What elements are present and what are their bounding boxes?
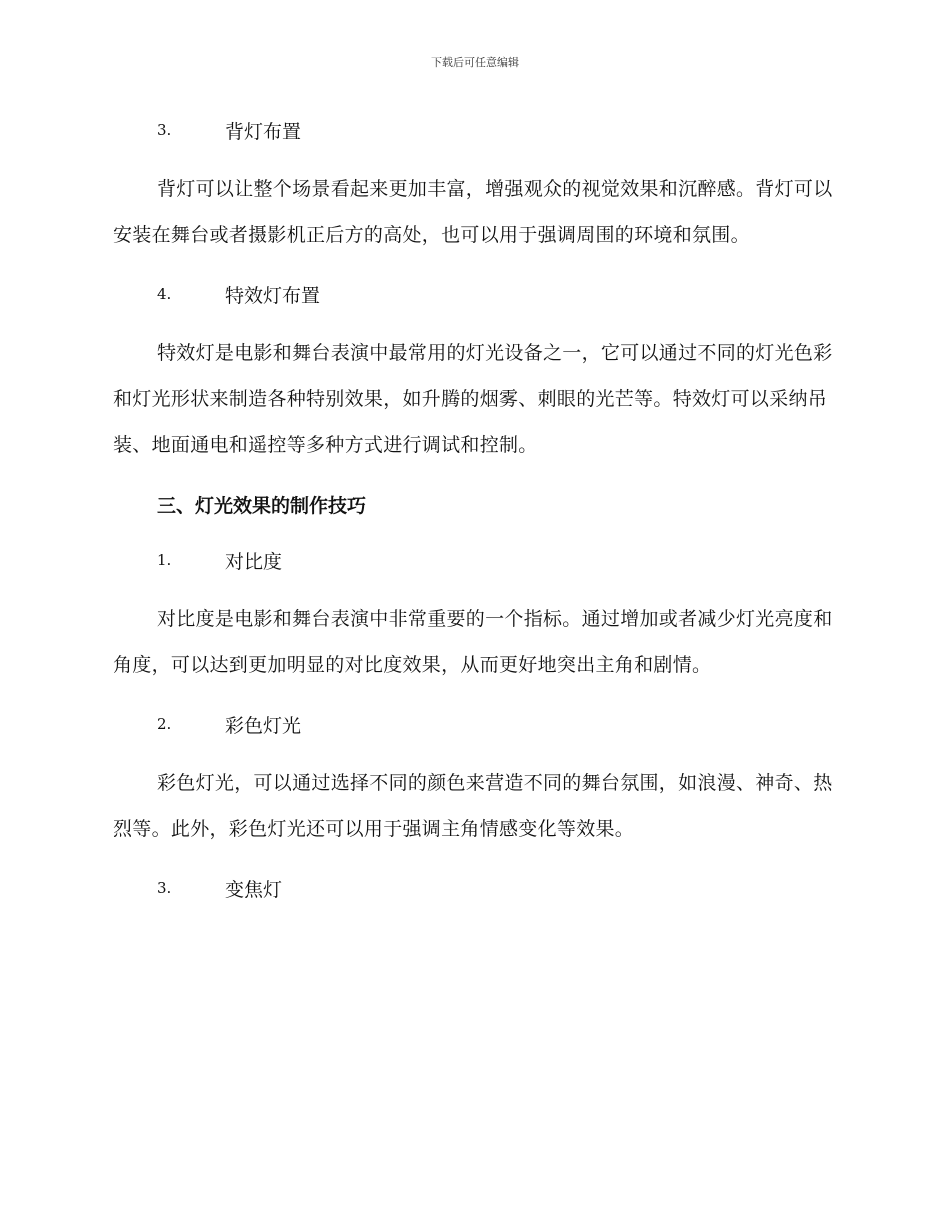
subheading-color-light xyxy=(113,704,833,744)
paragraph-color-light: 彩色灯光，可以通过选择不同的颜色来营造不同的舞台氛围，如浪漫、神奇、热烈等。此外，彩色灯光还可以用于强调主角情感变化等效果。 xyxy=(113,772,833,840)
subheading-title: 背灯布置 xyxy=(225,120,302,143)
subheading-contrast xyxy=(113,540,833,580)
section-heading-3: 三、灯光效果的制作技巧 xyxy=(157,494,367,517)
subheading-number: 3. xyxy=(157,879,172,897)
subheading-title: 特效灯布置 xyxy=(225,284,321,307)
subheading-number: 1. xyxy=(157,551,172,569)
subheading-zoom-light xyxy=(113,868,833,908)
subheading-number: 4. xyxy=(157,285,172,303)
subheading-title: 变焦灯 xyxy=(225,878,283,901)
subheading-title: 对比度 xyxy=(225,550,283,573)
subheading-number: 2. xyxy=(157,715,172,733)
subheading-number: 3. xyxy=(157,121,172,139)
document-body xyxy=(113,110,833,924)
paragraph-backlight: 背灯可以让整个场景看起来更加丰富，增强观众的视觉效果和沉醉感。背灯可以安装在舞台或者摄影机正后方的高处，也可以用于强调周围的环境和氛围。 xyxy=(113,178,833,246)
paragraph-effect-light: 特效灯是电影和舞台表演中最常用的灯光设备之一，它可以通过不同的灯光色彩和灯光形状来制造各种特别效果，如升腾的烟雾、刺眼的光芒等。特效灯可以采纳吊装、地面通电和遥控等多种方式进行调试和控制。 xyxy=(113,342,833,456)
page-header: 下载后可任意编辑 xyxy=(431,56,519,69)
subheading-title: 彩色灯光 xyxy=(225,714,302,737)
paragraph-contrast: 对比度是电影和舞台表演中非常重要的一个指标。通过增加或者减少灯光亮度和角度，可以达到更加明显的对比度效果，从而更好地突出主角和剧情。 xyxy=(113,608,833,676)
subheading-backlight xyxy=(113,110,833,150)
subheading-effect-light xyxy=(113,274,833,314)
